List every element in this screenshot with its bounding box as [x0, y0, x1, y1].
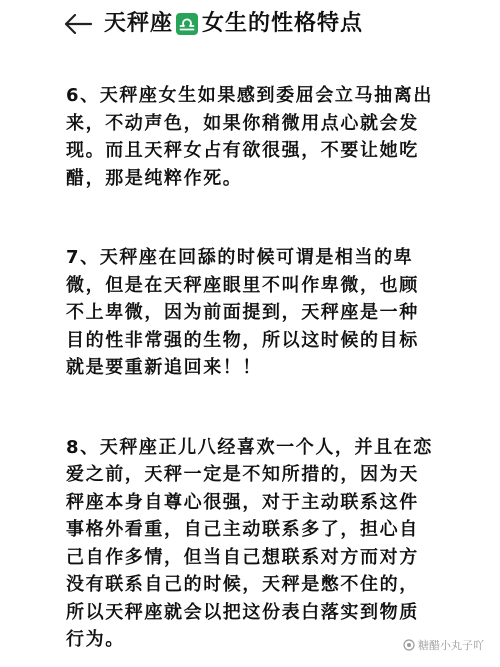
watermark-logo-icon [403, 639, 415, 651]
watermark [403, 637, 484, 653]
paragraph-8: 8、天秤座正儿八经喜欢一个人，并且在恋爱之前，天秤一定是不知所措的，因为天秤座本身自尊心很强，对于主动联系这件事格外看重，自己主动联系多了，担心自己自作多情，但当自己想联系对方而对方没有联系自己的时候，天秤是憋不住的，所以天秤座就会以把这份表白落实到物质行为。 [66, 436, 433, 650]
article-body [66, 82, 436, 654]
libra-sign-icon [176, 13, 198, 35]
page-title-part2: 女生的性格特点 [202, 11, 364, 36]
header-bar [0, 0, 500, 48]
page-title-part1: 天秤座 [104, 11, 174, 36]
watermark-text: 糖醋小丸子吖 [418, 639, 484, 652]
paragraph-6: 6、天秤座女生如果感到委屈会立马抽离出来，不动声色，如果你稍微用点心就会发现。而且天秤女占有欲很强，不要让她吃醋，那是纯粹作死。 [66, 85, 433, 189]
paragraph-7: 7、天秤座在回舔的时候可谓是相当的卑微，但是在天秤座眼里不叫作卑微，也顾不上卑微，因为前面提到，天秤座是一种目的性非常强的生物，所以这时候的目标就是要重新追回来！！ [66, 247, 419, 378]
page-title [104, 9, 363, 39]
back-button[interactable] [62, 10, 94, 38]
arrow-left-icon [63, 12, 93, 36]
